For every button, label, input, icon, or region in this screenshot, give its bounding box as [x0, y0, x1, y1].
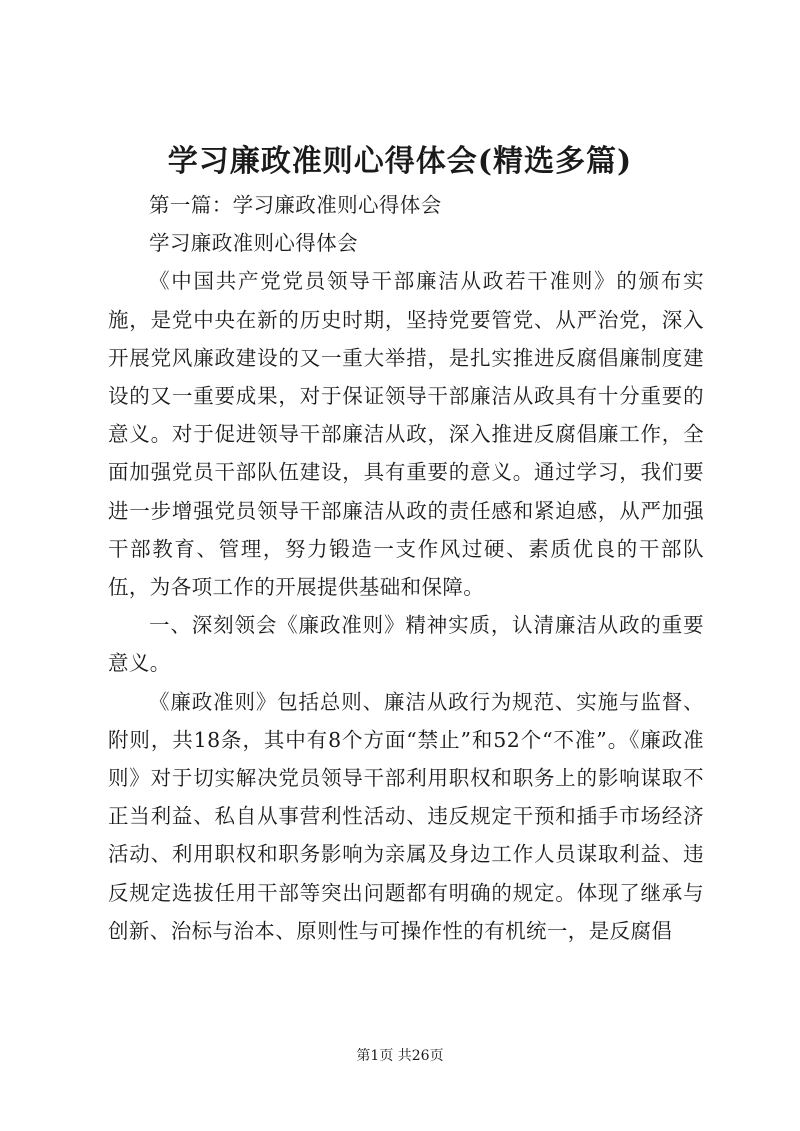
section-subtitle: 学习廉政准则心得体会	[149, 231, 358, 256]
page-footer: 第1页 共26页	[356, 1048, 444, 1064]
body-paragraph: 《中国共产党党员领导干部廉洁从政若干准则》的颁布实施，是党中央在新的历史时期，坚持党要管党、从严治党，深入开展党风廉政建设的又一重大举措，是扎实推进反腐倡廉制度建设的又一重要成果，对于保证领导干部廉洁从政具有十分重要的意义。对于促进领导干部廉洁从政，深入推进反腐倡廉工作，全面加强党员干部队伍建设，具有重要的意义。通过学习，我们要进一步增强党员领导干部廉洁从政的责任感和紧迫感，从严加强干部教育、管理，努力锻造一支作风过硬、素质优良的干部队伍，为各项工作的开展提供基础和保障。	[108, 269, 704, 600]
section-heading-first: 第一篇：学习廉政准则心得体会	[149, 193, 442, 217]
section-heading-one: 一、深刻领会《廉政准则》精神实质，认清廉洁从政的重要意义。	[108, 613, 704, 676]
body-paragraph: 《廉政准则》包括总则、廉洁从政行为规范、实施与监督、附则，共18条，其中有8个方面“禁止”和52个“不准”。《廉政准则》对于切实解决党员领导干部利用职权和职务上的影响谋取不正当利益、私自从事营利性活动、违反规定干预和插手市场经济活动、利用职权和职务影响为亲属及身边工作人员谋取利益、违反规定选拔任用干部等突出问题都有明确的规定。体现了继承与创新、治标与治本、原则性与可操作性的有机统一，是反腐倡	[108, 689, 704, 943]
document-body	[108, 186, 704, 950]
document-title: 学习廉政准则心得体会(精选多篇)	[167, 144, 633, 179]
